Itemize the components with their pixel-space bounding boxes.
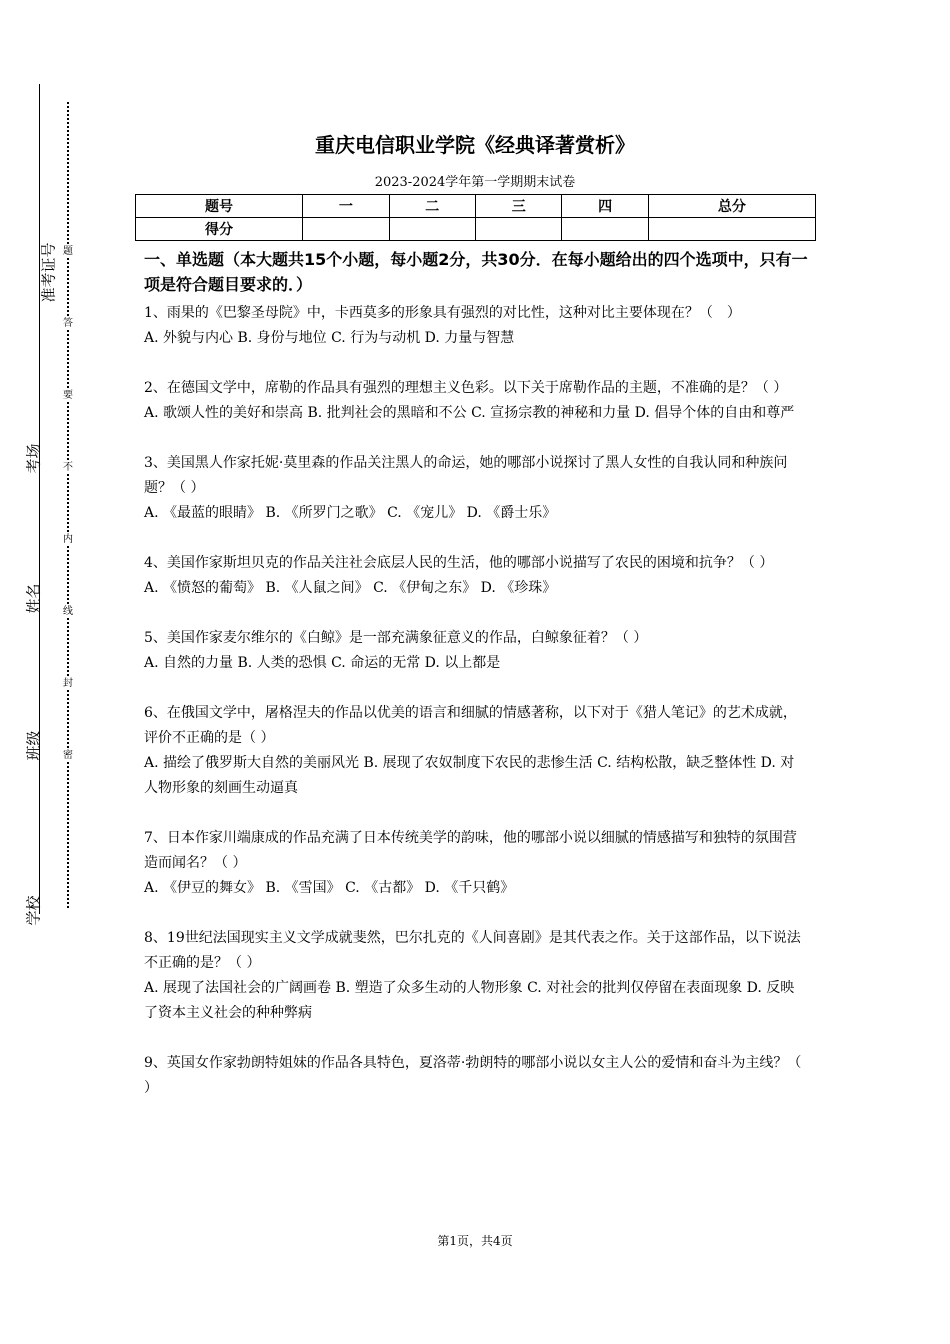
score-table-score-row [136,218,816,241]
score-table-cell: 题号 [136,195,303,218]
score-table-cell: 总分 [648,195,815,218]
question-options: A. 《最蓝的眼睛》 B. 《所罗门之歌》 C. 《宠儿》 D. 《爵士乐》 [144,505,557,521]
binding-solid-line [39,84,40,914]
section-heading: 一、单选题（本大题共15个小题，每小题2分，共30分．在每小题给出的四个选项中，只有一项是符合题目要求的．） [144,250,808,294]
score-entry-cell [648,218,815,241]
score-table [135,194,816,241]
question-options: A. 歌颂人性的美好和崇高 B. 批判社会的黑暗和不公 C. 宣扬宗教的神秘和力量 D. 倡导个体的自由和尊严 [144,405,795,421]
question-stem: 6、在俄国文学中，屠格涅夫的作品以优美的语言和细腻的情感著称，以下对于《猎人笔记》的艺术成就，评价不正确的是（ ） [144,705,797,746]
question-item [144,626,808,676]
question-stem: 3、美国黑人作家托妮·莫里森的作品关注黑人的命运，她的哪部小说探讨了黑人女性的自我认同和种族问题？（ ） [144,455,788,496]
question-item [144,376,808,426]
question-item [144,826,808,901]
question-stem: 5、美国作家麦尔维尔的《白鲸》是一部充满象征意义的作品，白鲸象征着？（ ） [144,630,648,646]
seal-char: 不 [60,462,76,474]
exam-subtitle: 2023-2024学年第一学期期末试卷 [374,175,576,190]
question-item [144,451,808,526]
question-section [144,247,808,1126]
exam-room-field [18,443,46,474]
score-entry-cell [303,218,389,241]
name-field [18,583,46,614]
question-stem: 2、在德国文学中，席勒的作品具有强烈的理想主义色彩。以下关于席勒作品的主题，不准确的是？（ ） [144,380,788,396]
seal-char: 答 [60,318,76,330]
admission-number-field [18,242,58,303]
seal-char: 封 [60,678,76,690]
question-stem: 4、美国作家斯坦贝克的作品关注社会底层人民的生活，他的哪部小说描写了农民的困境和抗争？（ ） [144,555,774,571]
class-label: 班级 [24,730,43,761]
question-item [144,301,808,351]
question-item [144,926,808,1026]
score-entry-cell [562,218,648,241]
seal-char: 要 [60,390,76,402]
question-stem: 1、雨果的《巴黎圣母院》中，卡西莫多的形象具有强烈的对比性，这种对比主要体现在？（ ） [144,305,741,321]
question-stem: 7、日本作家川端康成的作品充满了日本传统美学的韵味，他的哪部小说以细腻的情感描写和独特的氛围营造而闻名？（ ） [144,830,797,871]
question-stem: 9、英国女作家勃朗特姐妹的作品各具特色，夏洛蒂·勃朗特的哪部小说以女主人公的爱情和奋斗为主线？（ ） [144,1055,802,1096]
name-label: 姓名 [24,583,43,614]
question-options: A. 展现了法国社会的广阔画卷 B. 塑造了众多生动的人物形象 C. 对社会的批判仅停留在表面现象 D. 反映了资本主义社会的种种弊病 [144,980,795,1021]
admission-number-label: 准考证号 [39,242,58,303]
question-options: A. 自然的力量 B. 人类的恐惧 C. 命运的无常 D. 以上都是 [144,655,501,671]
score-entry-cell [389,218,475,241]
page-number: 第1页，共4页 [437,1234,513,1248]
score-table-cell: 二 [389,195,475,218]
question-item [144,701,808,801]
question-item [144,551,808,601]
binding-dotted-line [67,102,69,908]
school-field [18,895,46,926]
seal-char: 内 [60,534,76,546]
exam-title: 重庆电信职业学院《经典译著赏析》 [315,133,635,157]
seal-char: 密 [60,750,76,762]
score-entry-cell [475,218,561,241]
school-label: 学校 [24,895,43,926]
seal-char: 线 [60,606,76,618]
question-options: A. 《愤怒的葡萄》 B. 《人鼠之间》 C. 《伊甸之东》 D. 《珍珠》 [144,580,557,596]
question-stem: 8、19世纪法国现实主义文学成就斐然，巴尔扎克的《人间喜剧》是其代表之作。关于这部作品，以下说法不正确的是？（ ） [144,930,801,971]
seal-char: 题 [60,246,76,258]
question-options: A. 描绘了俄罗斯大自然的美丽风光 B. 展现了农奴制度下农民的悲惨生活 C. 结构松散，缺乏整体性 D. 对人物形象的刻画生动逼真 [144,755,795,796]
score-table-cell: 三 [475,195,561,218]
question-options: A. 《伊豆的舞女》 B. 《雪国》 C. 《古都》 D. 《千只鹤》 [144,880,515,896]
score-table-cell: 四 [562,195,648,218]
score-table-cell: 一 [303,195,389,218]
question-options: A. 外貌与内心 B. 身份与地位 C. 行为与动机 D. 力量与智慧 [144,330,515,346]
score-table-cell: 得分 [136,218,303,241]
score-table-header-row [136,195,816,218]
question-item [144,1051,808,1101]
exam-room-label: 考场 [24,443,43,474]
class-field [18,730,46,761]
